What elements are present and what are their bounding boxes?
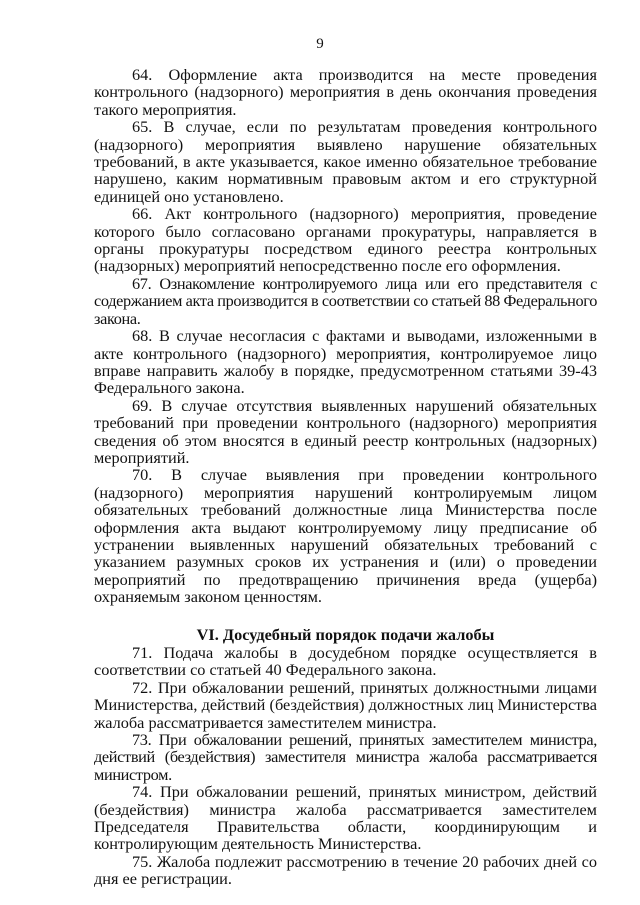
paragraph-64: 64. Оформление акта производится на месте проведения контрольного (надзорного) мероприятия в день окончания проведения такого мероприятия.	[94, 65, 597, 119]
paragraph-74: 74. При обжаловании решений, принятых министром, действий (бездействия) министра жалоба рассматривается заместителем Председателя Правительства области, координирующим и контролирующим деятельность Министерства.	[94, 782, 597, 854]
paragraph-65: 65. В случае, если по результатам проведения контрольного (надзорного) мероприятия выявлено нарушение обязательных требований, в акте указывается, какое именно обязательное требование нарушено, каким нормативным правовым актом и его структурной единицей оно установлено.	[94, 117, 597, 206]
paragraph-72: 72. При обжаловании решений, принятых должностными лицами Министерства, действий (бездействия) должностных лиц Министерства жалоба рассматривается заместителем министра.	[94, 677, 597, 732]
paragraph-75: 75. Жалоба подлежит рассмотрению в течение 20 рабочих дней со дня ее регистрации.	[94, 851, 597, 889]
page-number: 9	[316, 36, 324, 52]
paragraph-68: 68. В случае несогласия с фактами и выводами, изложенными в акте контрольного (надзорного) мероприятия, контролируемое лицо вправе направить жалобу в порядке, предусмотренном статьями 39-43 Федерального закона.	[94, 326, 597, 398]
paragraph-67: 67. Ознакомление контролируемого лица или его представителя с содержанием акта производится в соответствии со статьей 88 Федерального закона.	[94, 273, 597, 328]
paragraph-69: 69. В случае отсутствия выявленных нарушений обязательных требований при проведении контрольного (надзорного) мероприятия сведения об этом вносятся в единый реестр контрольных (надзорных) мероприятий.	[94, 395, 597, 467]
document-body	[94, 66, 597, 888]
paragraph-66: 66. Акт контрольного (надзорного) мероприятия, проведение которого было согласовано органами прокуратуры, направляется в органы прокуратуры посредством единого реестра контрольных (надзорных) мероприятий непосредственно после его оформления.	[94, 204, 597, 276]
section-heading: VI. Досудебный порядок подачи жалобы	[196, 624, 495, 644]
paragraph-70: 70. В случае выявления при проведении контрольного (надзорного) мероприятия нарушений контролируемым лицом обязательных требований должностные лица Министерства после оформления акта выдают контролируемому лицу предписание об устранении выявленных нарушений обязательных требований с указанием разумных сроков их устранения и (или) о проведении мероприятий по предотвращению причинения вреда (ущерба) охраняемым законом ценностям.	[94, 465, 597, 607]
paragraph-71: 71. Подача жалобы в досудебном порядке осуществляется в соответствии со статьей 40 Федерального закона.	[94, 643, 597, 680]
paragraph-73: 73. При обжаловании решений, принятых заместителем министра, действий (бездействия) заместителя министра жалоба рассматривается министром.	[94, 730, 597, 784]
